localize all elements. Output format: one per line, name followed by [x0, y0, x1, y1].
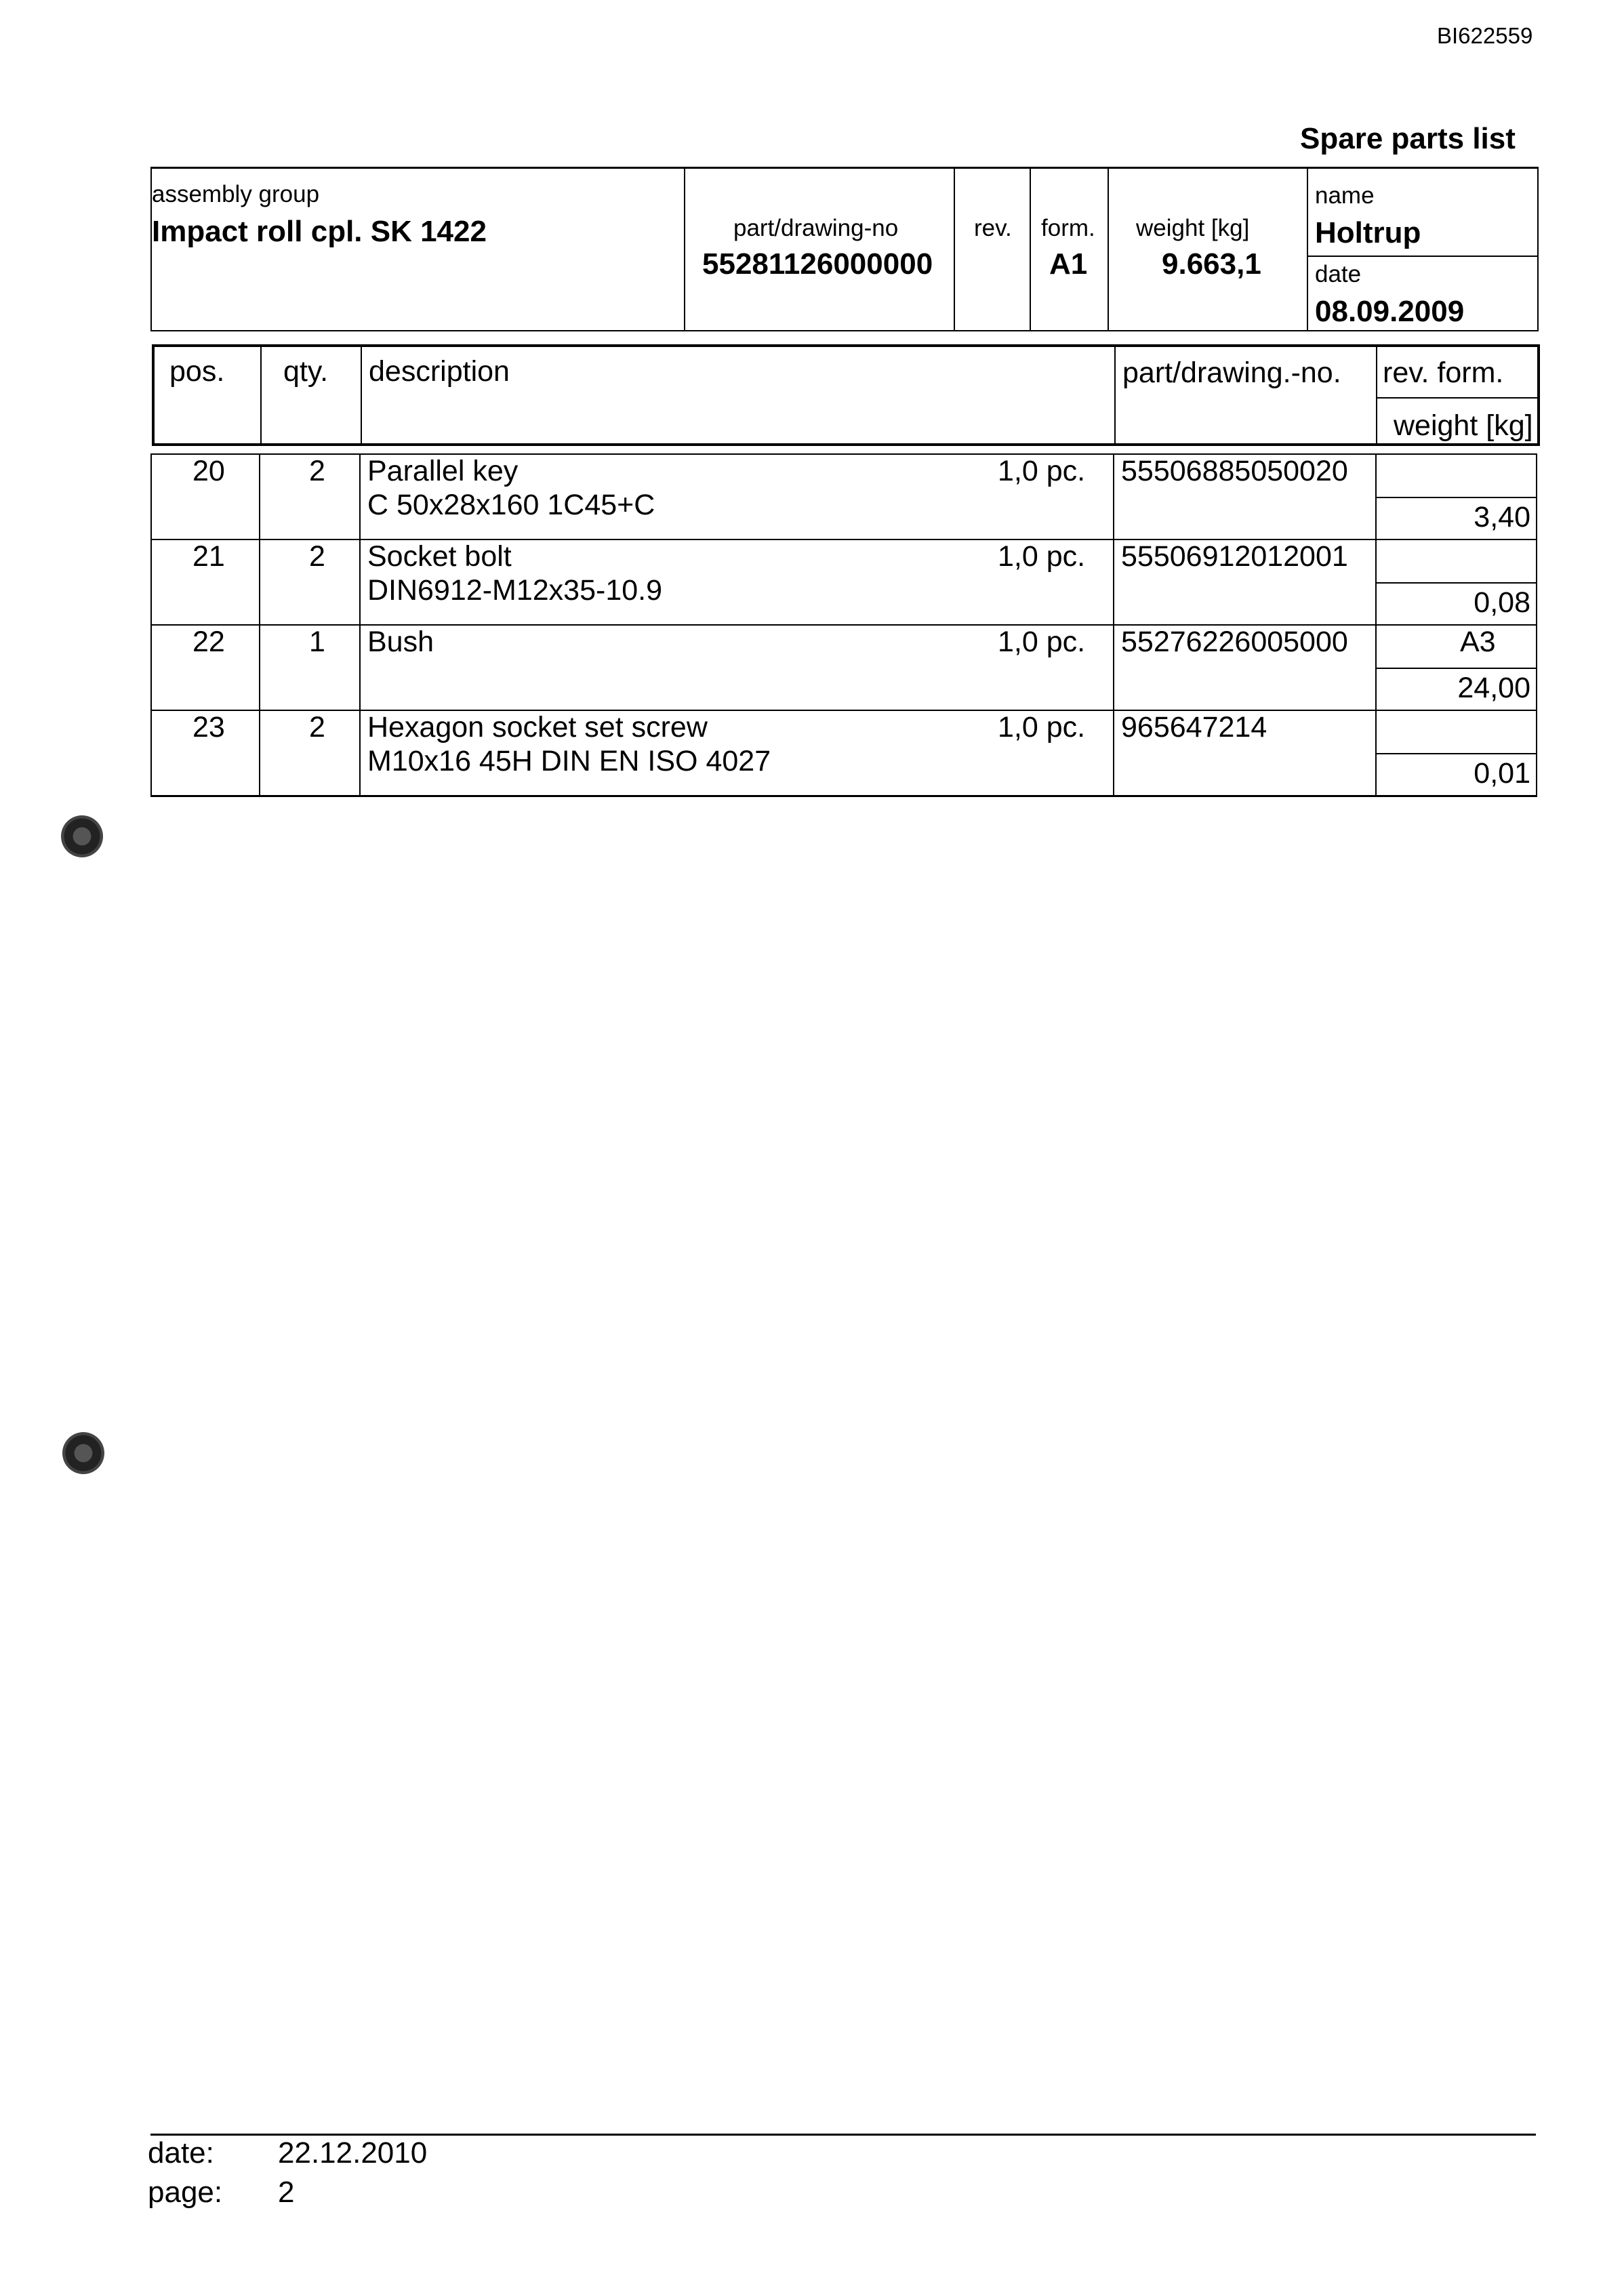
item-part-no: 965647214 [1121, 711, 1267, 744]
weight-value: 9.663,1 [1162, 247, 1261, 281]
divider [260, 347, 262, 443]
item-pos: 21 [192, 540, 225, 573]
divider [1376, 397, 1537, 399]
divider [1113, 540, 1114, 624]
name-label: name [1315, 182, 1375, 209]
item-weight: 3,40 [1474, 501, 1530, 533]
divider [259, 455, 260, 539]
page-title: Spare parts list [1300, 122, 1516, 155]
table-row [152, 540, 1536, 626]
item-amount: 1,0 pc. [998, 711, 1086, 744]
divider [259, 540, 260, 624]
item-qty: 1 [309, 626, 325, 658]
divider [1307, 169, 1308, 330]
divider [259, 626, 260, 710]
divider [259, 711, 260, 795]
table-row [152, 455, 1536, 540]
form-value: A1 [1049, 247, 1088, 281]
divider [1376, 347, 1377, 443]
item-description: Socket bolt [367, 540, 512, 573]
item-description: Parallel key [367, 455, 519, 487]
item-description-detail: C 50x28x160 1C45+C [367, 489, 655, 521]
divider [359, 540, 361, 624]
item-amount: 1,0 pc. [998, 455, 1086, 487]
footer-page-value: 2 [278, 2176, 295, 2209]
form-label: form. [1041, 215, 1095, 241]
item-part-no: 55276226005000 [1121, 626, 1348, 658]
col-part-drawing-no: part/drawing.-no. [1122, 357, 1341, 389]
divider [359, 711, 361, 795]
item-part-no: 55506912012001 [1121, 540, 1348, 573]
table-row [152, 711, 1536, 795]
item-weight: 24,00 [1457, 672, 1530, 704]
divider [684, 169, 685, 330]
divider [954, 169, 955, 330]
item-qty: 2 [309, 540, 325, 573]
name-value: Holtrup [1315, 216, 1421, 249]
item-amount: 1,0 pc. [998, 626, 1086, 658]
col-weight: weight [kg] [1394, 409, 1533, 442]
divider [1114, 347, 1116, 443]
footer-rule [150, 2134, 1536, 2136]
footer-page-label: page: [148, 2176, 223, 2209]
assembly-group-value: Impact roll cpl. SK 1422 [152, 215, 487, 248]
footer-date-label: date: [148, 2136, 214, 2170]
item-pos: 22 [192, 626, 225, 658]
col-description: description [369, 355, 510, 388]
divider [359, 626, 361, 710]
punch-hole-icon [61, 815, 103, 857]
divider [1113, 626, 1114, 710]
table-row [152, 626, 1536, 711]
col-qty: qty. [283, 355, 329, 388]
item-part-no: 55506885050020 [1121, 455, 1348, 487]
divider [359, 455, 361, 539]
item-qty: 2 [309, 455, 325, 487]
column-header [152, 344, 1540, 446]
divider [1113, 455, 1114, 539]
assembly-group-label: assembly group [152, 181, 320, 207]
item-description-detail: DIN6912-M12x35-10.9 [367, 574, 663, 607]
item-description-detail: M10x16 45H DIN EN ISO 4027 [367, 745, 771, 777]
col-pos: pos. [169, 355, 225, 388]
item-pos: 23 [192, 711, 225, 744]
item-rev-form: A3 [1460, 626, 1496, 658]
item-pos: 20 [192, 455, 225, 487]
date-label: date [1315, 261, 1362, 287]
footer-date-value: 22.12.2010 [278, 2136, 428, 2170]
document-id: BI622559 [1437, 23, 1533, 48]
item-amount: 1,0 pc. [998, 540, 1086, 573]
part-drawing-no-label: part/drawing-no [733, 215, 899, 241]
divider [1030, 169, 1031, 330]
item-qty: 2 [309, 711, 325, 744]
punch-hole-icon [62, 1432, 104, 1474]
item-weight: 0,01 [1474, 757, 1530, 790]
item-description: Bush [367, 626, 434, 658]
divider [1307, 256, 1537, 257]
weight-label: weight [kg] [1136, 215, 1250, 241]
header-block [150, 167, 1539, 331]
rev-label: rev. [974, 215, 1012, 241]
divider [1113, 711, 1114, 795]
part-drawing-no-value: 55281126000000 [702, 247, 933, 281]
parts-table [150, 453, 1537, 797]
item-weight: 0,08 [1474, 586, 1530, 619]
divider [361, 347, 362, 443]
divider [1108, 169, 1109, 330]
date-value: 08.09.2009 [1315, 295, 1465, 328]
col-rev-form: rev. form. [1383, 357, 1504, 389]
item-description: Hexagon socket set screw [367, 711, 708, 744]
